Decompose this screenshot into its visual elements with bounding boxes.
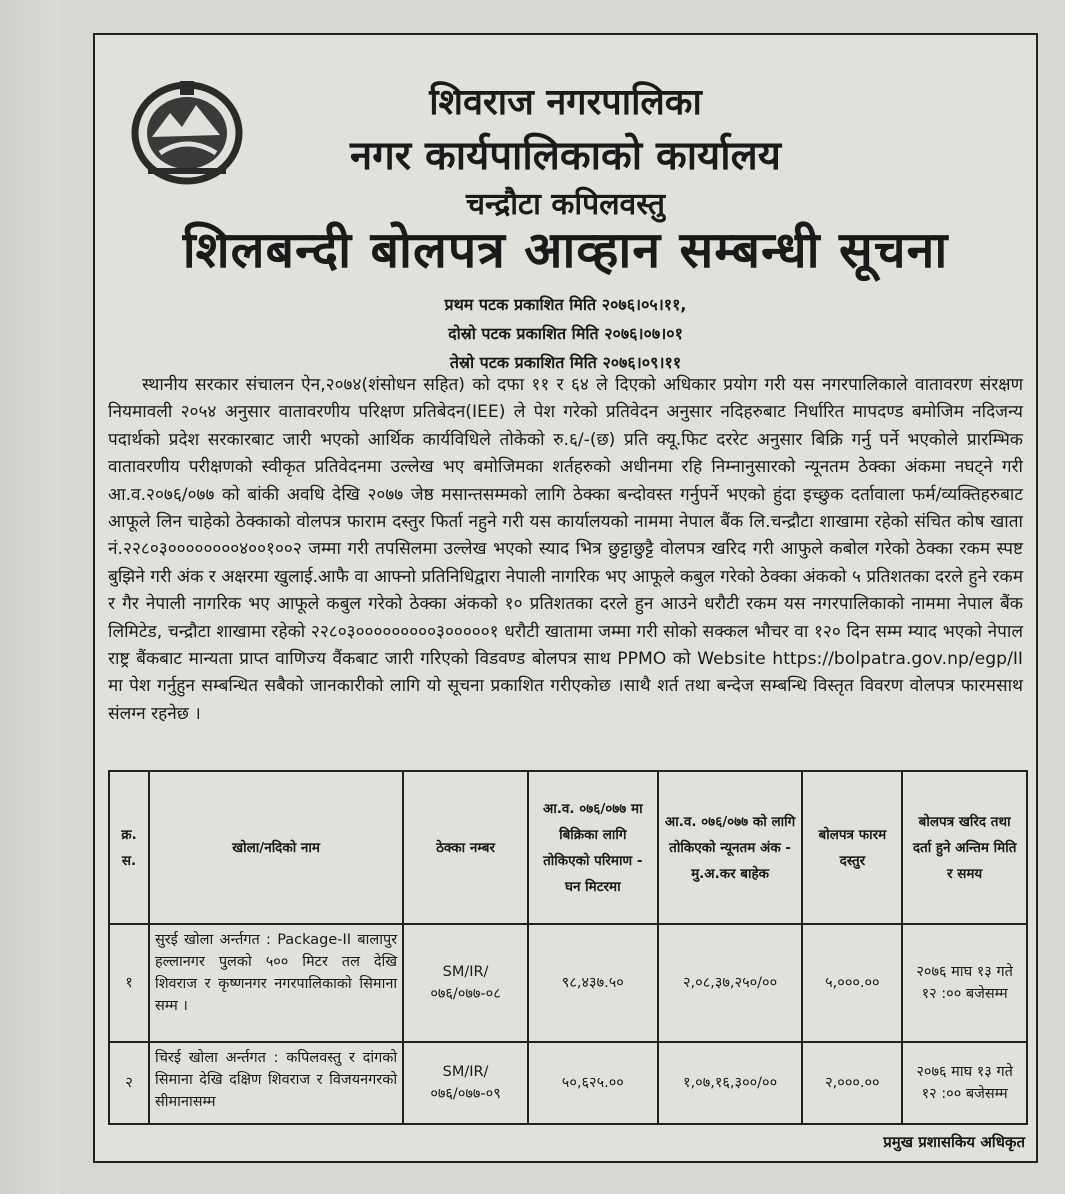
header-sn: क्र. स.	[109, 771, 149, 924]
cell-contract-no: SM/IR/ ०७६/०७७-०९	[403, 1042, 528, 1124]
publication-first: प्रथम पटक प्रकाशित मिति २०७६।०५।११,	[444, 295, 687, 314]
cell-sn: १	[109, 924, 149, 1042]
publication-dates	[93, 290, 1038, 377]
cell-fee: ५,०००.००	[802, 924, 902, 1042]
table-row	[109, 1042, 1027, 1124]
cell-min-amount: २,०८,३७,२५०/००	[658, 924, 803, 1042]
notice-title: शिलबन्दी बोलपत्र आव्हान सम्बन्धी सूचना	[182, 221, 949, 279]
cell-river-name: चिरई खोला अर्न्तगत : कपिलवस्तु र दांगको सिमाना देखि दक्षिण शिवराज र विजयनगरको सीमानासम्म	[149, 1042, 403, 1124]
cell-quantity: ९८,४३७.५०	[528, 924, 658, 1042]
publication-third: तेस्रो पटक प्रकाशित मिति २०७६।०९।११	[449, 353, 682, 372]
table-row	[109, 924, 1027, 1042]
cell-contract-no: SM/IR/ ०७६/०७७-०८	[403, 924, 528, 1042]
cell-quantity: ५०,६२५.००	[528, 1042, 658, 1124]
office-name: नगर कार्यपालिकाको कार्यालय	[350, 133, 781, 179]
header-min-amount: आ.व. ०७६/०७७ को लागि तोकिएको न्यूनतम अंक - मु.अ.कर बाहेक	[658, 771, 803, 924]
header-river-name: खोला/नदिको नाम	[149, 771, 403, 924]
cell-fee: २,०००.००	[802, 1042, 902, 1124]
tender-table	[108, 770, 1028, 1125]
newspaper-margin	[0, 0, 60, 1194]
office-address: चन्द्रौटा कपिलवस्तु	[466, 187, 665, 222]
publication-second: दोस्रो पटक प्रकाशित मिति २०७६।०७।०१	[448, 324, 683, 343]
cell-deadline: २०७६ माघ १३ गते १२ :०० बजेसम्म	[902, 1042, 1027, 1124]
cell-deadline: २०७६ माघ १३ गते १२ :०० बजेसम्म	[902, 924, 1027, 1042]
header-deadline: बोलपत्र खरिद तथा दर्ता हुने अन्तिम मिति र समय	[902, 771, 1027, 924]
table-header-row	[109, 771, 1027, 924]
notice-body-text: स्थानीय सरकार संचालन ऐन,२०७४(शंसोधन सहित) को दफा ११ र ६४ ले दिएको अधिकार प्रयोग गरी यस नगरपालिकाले वातावरण संरक्षण नियमावली २०५४ अनुसार वातावरणीय परिक्षण प्रतिबेदन(IEE) ले पेश गरेको प्रतिवेदन अनुसार नदिहरुबाट निर्धारित मापदण्ड बमोजिम नदिजन्य पदार्थको प्रदेश सरकारबाट जारी भएको आर्थिक कार्यविधिले तोकेको रु.६/-(छ) प्रति क्यू.फिट दररेट अनुसार बिक्रि गर्नु पर्ने भएकोले प्रारम्भिक वातावरणीय परीक्षणको स्वीकृत प्रतिवेदनमा उल्लेख भए बमोजिमका शर्तहरुको अधीनमा रहि निम्नानुसारको न्यूनतम ठेक्का अंकमा नघट्ने गरी आ.व.२०७६/०७७ को बांकी अवधि देखि २०७७ जेष्ठ मसान्तसम्मको लागि ठेक्का बन्दोवस्त गर्नुपर्ने भएको हुंदा इच्छुक दर्तावाला फर्म/व्यक्तिहरुबाट आफूले लिन चाहेको ठेक्काको वोलपत्र फाराम दस्तुर फिर्ता नहुने गरी यस कार्यालयको नाममा नेपाल बैंक लि.चन्द्रौटा शाखामा रहेको संचित कोष खाता नं.२२८०३००००००००४००१००२ जम्मा गरी तपसिलमा उल्लेख भएको स्याद भित्र छुट्टाछुट्टै वोलपत्र खरिद गरी आफुले कबोल गरेको ठेक्का रकम स्पष्ट बुझिने गरी अंक र अक्षरमा खुलाई.आफै वा आफ्नो प्रतिनिधिद्वारा नेपाली नागरिक भए आफूले कबुल गरेको ठेक्का अंकको ५ प्रतिशतका दरले हुने रकम र गैर नेपाली नागरिक भए आफूले कबुल गरेको ठेक्का अंकको १० प्रतिशतका दरले हुन आउने धरौटी रकम यस नगरपालिकाको नाममा नेपाल बैंक लिमिटेड, चन्द्रौटा शाखामा रहेको २२८०३०००००००००३०००००१ धरौटी खातामा जम्मा गरी सोको सक्कल भौचर वा १२० दिन सम्म म्याद भएको नेपाल राष्ट्र बैंकबाट मान्यता प्राप्त वाणिज्य वैंकबाट जारी गरिएको विडवण्ड बोलपत्र साथ PPMO को Website https://bolpatra.gov.np/egp/II मा पेश गर्नुहुन सम्बन्धित सबैको जानकारीको लागि यो सूचना प्रकाशित गरीएकोछ ।साथै शर्त तथा बन्देज सम्बन्धि विस्तृत विवरण वोलपत्र फारमसाथ संलग्न रहनेछ ।	[108, 375, 1024, 724]
municipality-name: शिवराज नगरपालिका	[429, 82, 702, 123]
signature-title: प्रमुख प्रशासकिय अधिकृत	[883, 1133, 1025, 1151]
cell-sn: २	[109, 1042, 149, 1124]
header-contract-no: ठेक्का नम्बर	[403, 771, 528, 924]
cell-river-name: सुरई खोला अर्न्तगत : Package-II बालापुर हल्लानगर पुलको ५०० मिटर तल देखि शिवराज र कृष्णनगर नगरपालिकाको सिमाना सम्म ।	[149, 924, 403, 1042]
cell-min-amount: १,०७,१६,३००/००	[658, 1042, 803, 1124]
header-form-fee: बोलपत्र फारम दस्तुर	[802, 771, 902, 924]
header-quantity: आ.व. ०७६/०७७ मा बिक्रिका लागि तोकिएको परिमाण - घन मिटरमा	[528, 771, 658, 924]
notice-body	[108, 372, 1023, 728]
